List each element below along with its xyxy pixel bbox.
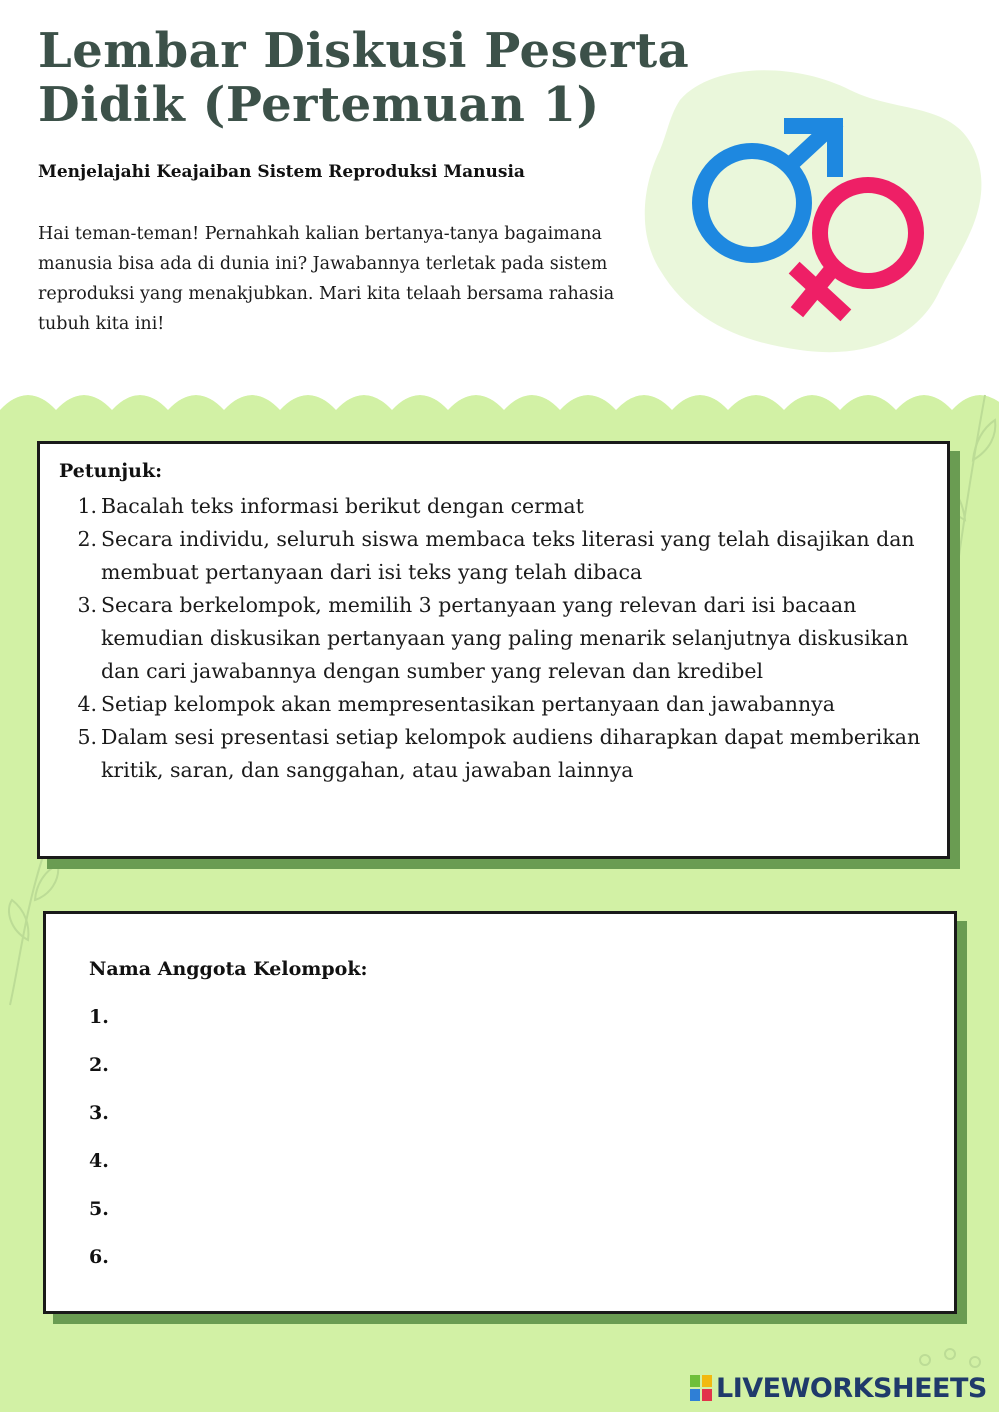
female-symbol-icon	[800, 185, 916, 310]
page-subtitle: Menjelajahi Keajaiban Sistem Reproduksi Manusia	[38, 162, 525, 182]
instruction-item	[59, 688, 939, 721]
instruction-item	[59, 721, 939, 787]
instruction-number: 1.	[77, 494, 97, 518]
member-line[interactable]: 3.	[89, 1102, 109, 1124]
member-line[interactable]: 1.	[89, 1006, 109, 1028]
instructions-card	[37, 441, 950, 859]
instruction-text: Setiap kelompok akan mempresentasikan pertanyaan dan jawabannya	[101, 692, 835, 716]
instruction-number: 4.	[77, 692, 97, 716]
instruction-number: 2.	[77, 527, 97, 551]
liveworksheets-logo-icon	[690, 1375, 712, 1401]
instruction-text: Dalam sesi presentasi setiap kelompok audiens diharapkan dapat memberikan kritik, saran, dan sanggahan, atau jawaban lainnya	[101, 725, 921, 782]
group-members-card	[43, 911, 957, 1314]
member-line[interactable]: 2.	[89, 1054, 109, 1076]
instructions-list	[59, 490, 939, 787]
gender-symbols-icon	[690, 118, 940, 323]
instruction-item	[59, 490, 939, 523]
instruction-number: 3.	[77, 593, 97, 617]
group-members-heading: Nama Anggota Kelompok:	[89, 958, 368, 980]
group-members-list	[89, 1006, 109, 1294]
brand-name: LIVEWORKSHEETS	[716, 1372, 987, 1404]
member-line[interactable]: 4.	[89, 1150, 109, 1172]
instruction-text: Bacalah teks informasi berikut dengan cermat	[101, 494, 584, 518]
instruction-text: Secara individu, seluruh siswa membaca teks literasi yang telah disajikan dan membuat pertanyaan dari isi teks yang telah dibaca	[101, 527, 915, 584]
liveworksheets-brand[interactable]	[690, 1372, 987, 1404]
member-line[interactable]: 5.	[89, 1198, 109, 1220]
scalloped-border	[0, 370, 999, 430]
member-line[interactable]: 6.	[89, 1246, 109, 1268]
instructions-heading: Petunjuk:	[59, 460, 163, 482]
instruction-number: 5.	[77, 725, 97, 749]
intro-paragraph: Hai teman-teman! Pernahkah kalian bertanya-tanya bagaimana manusia bisa ada di dunia ini? Jawabannya terletak pada sistem reproduksi yang menakjubkan. Mari kita telaah bersama rahasia tubuh kita ini!	[38, 224, 615, 334]
page-title: Lembar Diskusi Peserta Didik (Pertemuan 1)	[38, 23, 690, 133]
instruction-item	[59, 523, 939, 589]
instruction-item	[59, 589, 939, 688]
instruction-text: Secara berkelompok, memilih 3 pertanyaan yang relevan dari isi bacaan kemudian diskusikan pertanyaan yang paling menarik selanjutnya diskusikan dan cari jawabannya dengan sumber yang relevan dan kredibel	[101, 593, 909, 683]
